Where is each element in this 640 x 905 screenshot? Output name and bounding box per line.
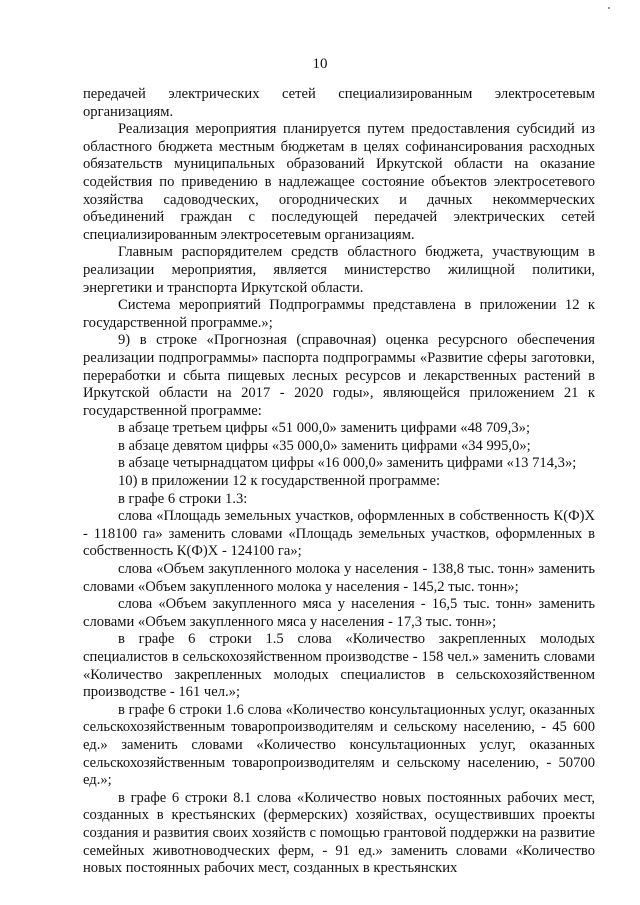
paragraph: в абзаце девятом цифры «35 000,0» заменить цифрами «34 995,0»; xyxy=(118,437,531,454)
paragraph: в графе 6 строки 1.6 слова «Количество консультационных услуг, оказанных сельскохозяйственным товаропроизводителям и сельскому населению, - 45 600 ед.» заменить словами «Количество консультационных услуг, оказанных сельскохозяйственным товаропроизводителям и сельскому населению, - 50700 ед.»; xyxy=(83,701,595,789)
paragraph: слова «Площадь земельных участков, оформленных в собственность К(Ф)Х - 118100 га» заменить словами «Площадь земельных участков, оформленных в собственность К(Ф)Х - 124100 га»; xyxy=(83,508,595,560)
paragraph: в графе 6 строки 8.1 слова «Количество новых постоянных рабочих мест, созданных в крестьянских (фермерских) хозяйствах, осуществивших проекты создания и развития своих хозяйств с помощью грантовой поддержки на развитие семейных животноводческих ферм, - 91 ед.» заменить словами «Количество новых постоянных рабочих мест, созданных в крестьянских xyxy=(83,789,595,877)
paragraph: в абзаце третьем цифры «51 000,0» заменить цифрами «48 709,3»; xyxy=(118,420,531,437)
paragraph: слова «Объем закупленного молока у населения - 138,8 тыс. тонн» заменить словами «Объем закупленного молока у населения - 145,2 тыс. тонн»; xyxy=(83,561,595,595)
paragraph: Главным распорядителем средств областного бюджета, участвующим в реализации мероприятия, является министерство жилищной политики, энергетики и транспорта Иркутской области. xyxy=(83,244,595,296)
paragraph: в графе 6 строки 1.5 слова «Количество закрепленных молодых специалистов в сельскохозяйственном производстве - 158 чел.» заменить словами «Количество закрепленных молодых специалистов в сельскохозяйственном производстве - 161 чел.»; xyxy=(83,631,595,701)
scan-mark xyxy=(608,7,610,9)
paragraph: передачей электрических сетей специализированным электросетевым организациям. xyxy=(83,86,595,120)
paragraph: Система мероприятий Подпрограммы представлена в приложении 12 к государственной программе.»; xyxy=(83,297,595,331)
paragraph: 10) в приложении 12 к государственной программе: xyxy=(118,473,441,490)
paragraph: в абзаце четырнадцатом цифры «16 000,0» заменить цифрами «13 714,3»; xyxy=(118,455,577,472)
document-body xyxy=(83,86,595,878)
page-number: 10 xyxy=(312,56,328,72)
paragraph: Реализация мероприятия планируется путем предоставления субсидий из областного бюджета местным бюджетам в целях софинансирования расходных обязательств муниципальных образований Иркутской области на оказание содействия по приведению в надлежащее состояние объектов электросетевого хозяйства садоводческих, огороднических и дачных некоммерческих объединений граждан с последующей передачей электрических сетей специализированным электросетевым организациям. xyxy=(83,121,595,243)
paragraph: 9) в строке «Прогнозная (справочная) оценка ресурсного обеспечения реализации подпрограммы» паспорта подпрограммы «Развитие сферы заготовки, переработки и сбыта пищевых лесных ресурсов и лекарственных растений в Иркутской области на 2017 - 2020 годы», являющейся приложением 21 к государственной программе: xyxy=(83,332,595,419)
paragraph: слова «Объем закупленного мяса у населения - 16,5 тыс. тонн» заменить словами «Объем закупленного мяса у населения - 17,3 тыс. тонн»; xyxy=(83,596,595,630)
paragraph: в графе 6 строки 1.3: xyxy=(118,490,248,507)
